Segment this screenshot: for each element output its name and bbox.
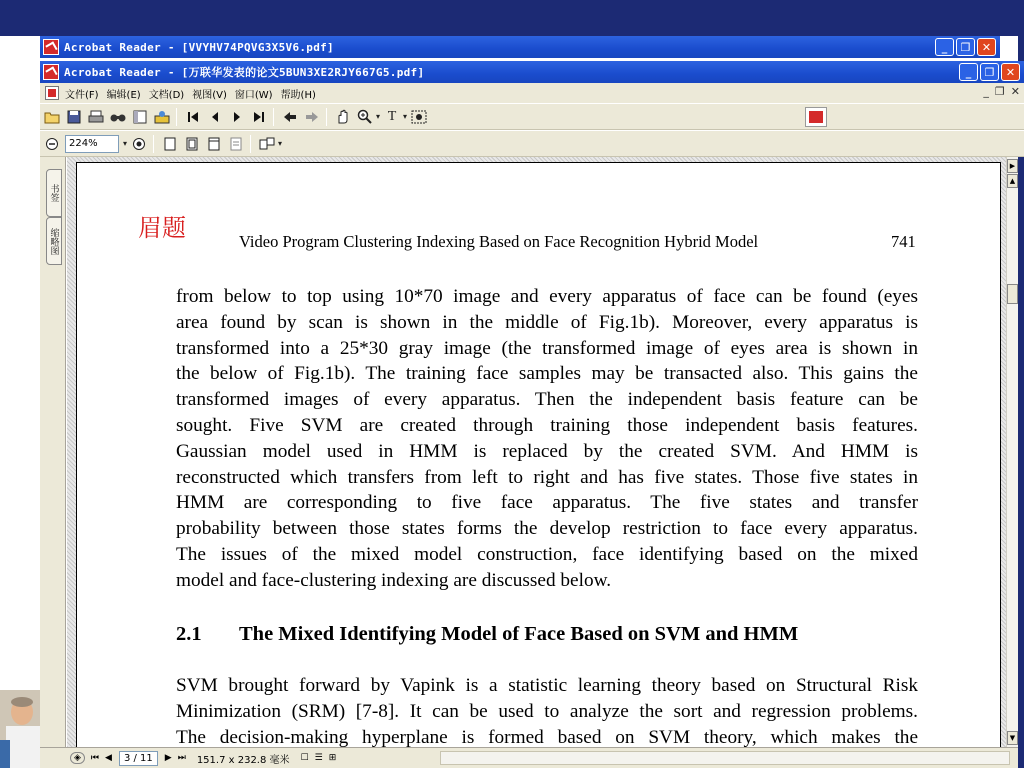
thumbnails-tab[interactable]: 缩略图: [46, 217, 62, 265]
zoom-in-icon[interactable]: [355, 107, 375, 127]
acrobat-app-icon: [43, 64, 59, 80]
continuous-facing-icon[interactable]: ⊞: [328, 753, 337, 763]
text-line: probability between those states forms the develop restriction to face every apparatus.: [176, 518, 918, 540]
hand-tool-icon[interactable]: [333, 107, 353, 127]
last-page-small-icon[interactable]: ⏭: [177, 753, 186, 763]
mdi-minimize-button[interactable]: _: [983, 85, 989, 98]
next-page-icon[interactable]: [227, 107, 247, 127]
text-line: The issues of the mixed model construction, face identifying based on the mixed: [176, 543, 918, 565]
slide-left-margin: [0, 64, 40, 768]
restore-button[interactable]: ❐: [956, 38, 975, 56]
first-page-icon[interactable]: [183, 107, 203, 127]
bookmarks-tab[interactable]: 书签: [46, 169, 62, 217]
text-line: sought. Five SVM are created through training those independent basis features.: [176, 414, 918, 436]
open-icon[interactable]: [42, 107, 62, 127]
mdi-controls: [983, 85, 1020, 98]
toolbar-separator: [273, 108, 274, 126]
first-page-small-icon[interactable]: ⏮: [90, 753, 100, 763]
outer-window-title: Acrobat Reader - [VVYHV74PQVG3X5V6.pdf]: [64, 40, 334, 54]
split-view-arrow-icon[interactable]: ▶: [1007, 159, 1018, 173]
acrobat-app-icon: [43, 39, 59, 55]
text-line: model and face-clustering indexing are discussed below.: [176, 569, 612, 591]
page-number: 741: [891, 232, 916, 251]
toolbar-separator: [250, 135, 251, 153]
view-toolbar: [40, 130, 1024, 157]
document-menu-icon[interactable]: [45, 86, 59, 100]
select-text-icon[interactable]: [382, 107, 402, 127]
scrollbar-thumb[interactable]: [1007, 284, 1018, 304]
toolbar-separator: [176, 108, 177, 126]
document-window-titlebar[interactable]: [40, 61, 1024, 83]
section-number: 2.1: [176, 623, 202, 645]
document-window-controls: [959, 63, 1020, 81]
snapshot-tool-icon[interactable]: [409, 107, 429, 127]
menu-view[interactable]: 视图(V): [192, 89, 227, 101]
header-annotation: 眉题: [138, 214, 186, 242]
restore-button[interactable]: ❐: [980, 63, 999, 81]
rotate-view-dropdown-icon[interactable]: ▾: [278, 139, 283, 148]
close-button[interactable]: ✕: [977, 38, 996, 56]
pdf-page: [76, 162, 1001, 747]
next-page-small-icon[interactable]: ▶: [164, 753, 172, 763]
fit-visible-icon[interactable]: [226, 134, 246, 154]
text-line: Gaussian model used in HMM is replaced by the created SVM. And HMM is: [176, 440, 918, 462]
running-header: Video Program Clustering Indexing Based on Face Recognition Hybrid Model: [239, 232, 759, 251]
go-forward-icon[interactable]: [302, 107, 322, 127]
rotate-view-icon[interactable]: [257, 134, 277, 154]
print-icon[interactable]: [86, 107, 106, 127]
paragraph-2: [176, 673, 918, 747]
fit-width-icon[interactable]: [204, 134, 224, 154]
page-navigation-icon[interactable]: ◈: [70, 752, 85, 764]
text-line: from below to top using 10*70 image and every apparatus of face can be found (eyes: [176, 286, 918, 307]
navigation-panel: [40, 157, 66, 747]
status-bar: [40, 747, 1018, 768]
text-line: the below of Fig.1b). The training face samples may be transacted also. This gains the: [176, 363, 918, 385]
menu-document[interactable]: 文档(D): [148, 89, 185, 101]
mdi-close-button[interactable]: ✕: [1010, 85, 1020, 98]
last-page-icon[interactable]: [249, 107, 269, 127]
text-line: Minimization (SRM) [7-8]. It can be used to analyze the sort and regression problems.: [176, 700, 918, 722]
document-window-title: Acrobat Reader - [万联华发表的论文5BUN3XE2RJY667G5.pdf]: [64, 66, 425, 79]
previous-page-small-icon[interactable]: ◀: [105, 753, 112, 763]
go-back-icon[interactable]: [280, 107, 300, 127]
outer-window-controls: [935, 38, 996, 56]
text-line: The decision-making hyperplane is formed based on SVM theory, which makes the: [176, 726, 918, 747]
section-heading: [176, 623, 798, 646]
main-toolbar: [40, 103, 1024, 130]
continuous-icon[interactable]: ☰: [314, 753, 323, 763]
vertical-scrollbar[interactable]: [1006, 157, 1018, 747]
zoom-dropdown-icon[interactable]: ▾: [376, 112, 381, 121]
select-text-dropdown-icon[interactable]: ▾: [403, 112, 408, 121]
mdi-restore-button[interactable]: ❐: [994, 85, 1005, 98]
section-title: The Mixed Identifying Model of Face Based on SVM and HMM: [239, 623, 799, 645]
menu-bar: [40, 83, 1024, 103]
document-viewport[interactable]: [67, 157, 1006, 747]
zoom-level-field[interactable]: 224%: [65, 135, 119, 153]
text-line: SVM brought forward by Vapink is a statistic learning theory based on Structural Risk: [176, 675, 918, 696]
previous-page-icon[interactable]: [205, 107, 225, 127]
actual-size-icon[interactable]: [160, 134, 180, 154]
close-button[interactable]: ✕: [1001, 63, 1020, 81]
toolbar-separator: [326, 108, 327, 126]
zoom-level-dropdown-icon[interactable]: ▾: [123, 139, 128, 148]
horizontal-scrollbar[interactable]: [440, 751, 1010, 765]
slide-top-band: [0, 0, 1024, 36]
page-indicator[interactable]: 3 / 11: [119, 751, 158, 766]
acrobat-logo-icon[interactable]: [805, 107, 827, 127]
text-line: area found by scan is shown in the middle of Fig.1b). Moreover, every apparatus is: [176, 311, 918, 333]
single-page-icon[interactable]: ☐: [300, 753, 309, 763]
outer-window-titlebar[interactable]: [40, 36, 1000, 58]
fit-page-icon[interactable]: [182, 134, 202, 154]
scroll-down-arrow-icon[interactable]: ▼: [1007, 731, 1018, 745]
minimize-button[interactable]: _: [935, 38, 954, 56]
text-line: HMM are corresponding to five face apparatus. The five states and transfer: [176, 492, 918, 514]
save-icon[interactable]: [64, 107, 84, 127]
text-line: transformed images of every apparatus. Then the independent basis feature can be: [176, 389, 918, 411]
zoom-in-small-icon[interactable]: [129, 134, 149, 154]
menu-file[interactable]: 文件(F): [65, 89, 99, 101]
menu-help[interactable]: 帮助(H): [280, 89, 316, 101]
email-icon[interactable]: [152, 107, 172, 127]
text-line: transformed into a 25*30 gray image (the transformed image of eyes area is shown in: [176, 337, 918, 359]
menu-edit[interactable]: 编辑(E): [106, 89, 141, 101]
minimize-button[interactable]: _: [959, 63, 978, 81]
text-line: reconstructed which transfers from left to right and has five states. Those five states in: [176, 466, 918, 488]
navigation-pane-icon[interactable]: [130, 107, 150, 127]
paragraph-1: [176, 284, 918, 594]
scroll-up-arrow-icon[interactable]: ▲: [1007, 174, 1018, 188]
menu-window[interactable]: 窗口(W): [234, 89, 273, 101]
presenter-photo: [0, 690, 42, 768]
zoom-out-icon[interactable]: [42, 134, 62, 154]
search-icon[interactable]: [108, 107, 128, 127]
select-text-glyph: T: [387, 108, 397, 124]
page-size-readout: 151.7 x 232.8 毫米: [196, 754, 290, 766]
toolbar-separator: [153, 135, 154, 153]
